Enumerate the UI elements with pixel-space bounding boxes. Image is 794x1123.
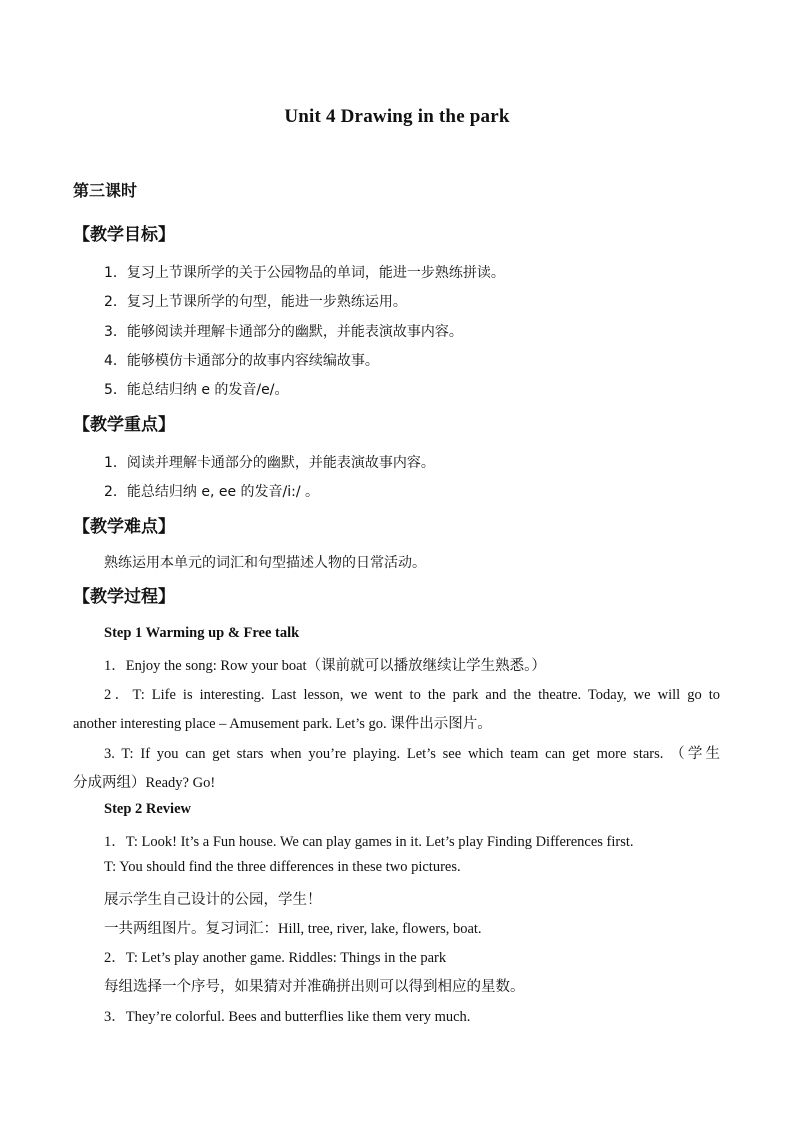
document-title: Unit 4 Drawing in the park — [284, 106, 510, 127]
process-heading: 【教学过程】 — [73, 587, 175, 607]
goal-item: 5．能总结归纳 e 的发音/e/。 — [104, 382, 289, 398]
goal-item: 2．复习上节课所学的句型，能进一步熟练运用。 — [104, 294, 407, 310]
step-2-line: 1．T: Look! It’s a Fun house. We can play games in it. Let’s play Finding Differences first. — [104, 834, 634, 850]
goals-heading: 【教学目标】 — [73, 225, 175, 245]
step-2-line: 一共两组图片。复习词汇：Hill, tree, river, lake, flowers, boat. — [104, 921, 482, 937]
goal-item: 4．能够模仿卡通部分的故事内容续编故事。 — [104, 353, 379, 369]
step-2-line: 2．T: Let’s play another game. Riddles: Things in the park — [104, 950, 447, 966]
step-1-line: 2．T: Life is interesting. Last lesson, we went to the park and the theatre. Today, we will go to — [104, 687, 720, 703]
step-2-heading: Step 2 Review — [104, 801, 191, 817]
step-1-heading: Step 1 Warming up & Free talk — [104, 625, 300, 641]
step-2-line: 3．They’re colorful. Bees and butterflies like them very much. — [104, 1009, 471, 1025]
step-1-line: 3. T: If you can get stars when you’re playing. Let’s see which team can get more stars. （学生 — [104, 746, 720, 762]
step-1-line: another interesting place – Amusement park. Let’s go. 课件出示图片。 — [73, 716, 492, 732]
goal-item: 3．能够阅读并理解卡通部分的幽默，并能表演故事内容。 — [104, 324, 463, 340]
keypoint-item: 2．能总结归纳 e, ee 的发音/i:/ 。 — [104, 484, 320, 500]
difficulty-text: 熟练运用本单元的词汇和句型描述人物的日常活动。 — [104, 555, 426, 571]
goal-item: 1．复习上节课所学的关于公园物品的单词，能进一步熟练拼读。 — [104, 265, 505, 281]
lesson-label: 第三课时 — [73, 181, 138, 200]
step-2-line: 每组选择一个序号，如果猜对并准确拼出则可以得到相应的星数。 — [104, 979, 525, 995]
step-1-line: 1．Enjoy the song: Row your boat（课前就可以播放继续让学生熟悉。） — [104, 658, 546, 674]
step-2-line: 展示学生自己设计的公园，学生！ — [104, 892, 322, 908]
keypoint-item: 1．阅读并理解卡通部分的幽默，并能表演故事内容。 — [104, 455, 435, 471]
difficulty-heading: 【教学难点】 — [73, 517, 175, 537]
keypoints-heading: 【教学重点】 — [73, 415, 175, 435]
step-1-line: 分成两组）Ready? Go! — [73, 775, 216, 791]
step-2-line: T: You should find the three differences in these two pictures. — [104, 859, 461, 875]
